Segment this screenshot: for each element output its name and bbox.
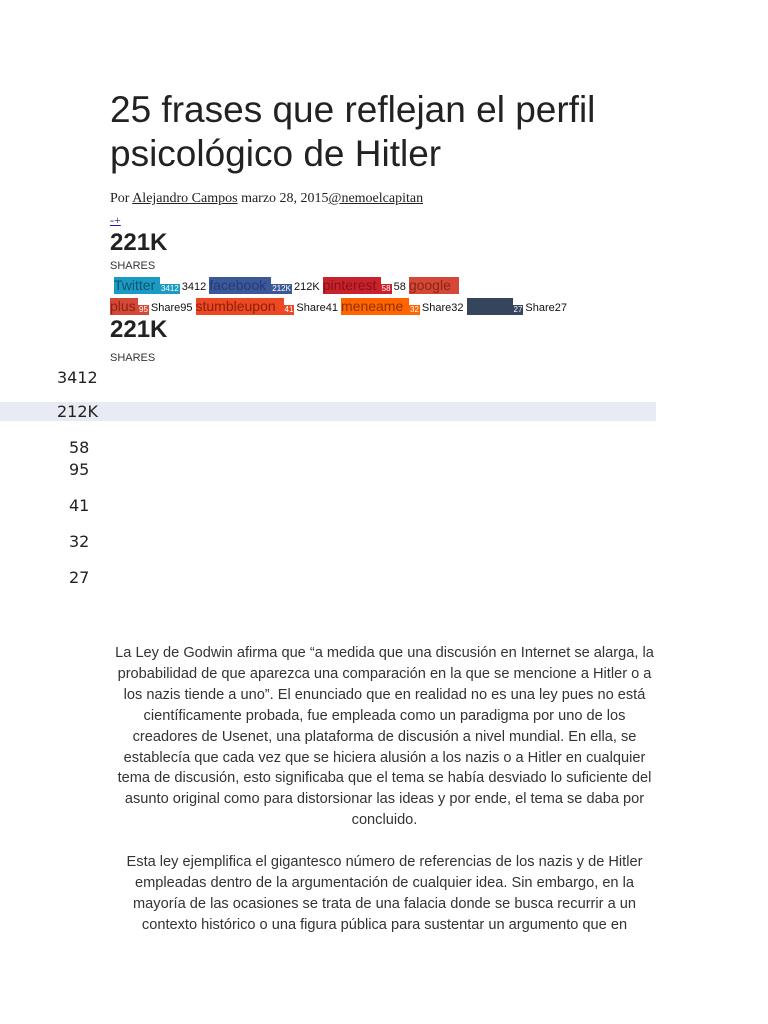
article-body	[112, 643, 657, 957]
count-facebook: 212K	[0, 402, 656, 421]
article-title: 25 frases que reflejan el perfil psicológico de Hitler	[110, 89, 596, 174]
publish-date: marzo 28, 2015	[237, 191, 329, 206]
share-bar-row-2	[110, 298, 570, 316]
total-shares-count-secondary: 221K	[110, 316, 168, 343]
twitter-share-button[interactable]	[114, 277, 160, 294]
pinterest-icon: pinterest	[322, 277, 377, 293]
tumblr-mini-count: 27	[513, 305, 523, 314]
facebook-mini-count: 212K	[272, 284, 291, 293]
author-link[interactable]: Alejandro Campos	[132, 191, 238, 206]
twitter-count: 3412	[181, 281, 207, 293]
stumbleupon-count: Share41	[296, 302, 338, 314]
meneame-count: Share32	[421, 302, 464, 314]
author-handle-link[interactable]: @nemoelcapitan	[328, 191, 424, 206]
paragraph: Esta ley ejemplifica el gigantesco número de referencias de los nazis y de Hitler empleadas dentro de la argumentación de cualquier idea. Sin embargo, en la mayoría de las ocasiones se trata de una falacia donde se busca recurrir a un contexto histórico o una figura pública para sustentar un argumento que en	[126, 854, 643, 933]
stumbleupon-share-button[interactable]	[196, 298, 284, 315]
meneame-icon: meneame	[341, 298, 404, 314]
facebook-count: 212K	[293, 281, 320, 293]
paragraph: La Ley de Godwin afirma que “a medida que una discusión en Internet se alarga, la probabilidad de que aparezca una comparación en la que se mencione a Hitler o a los nazis tiende a uno”. El enunciado que en realidad no es una ley pues no está científicamente probada, fue empleada como un paradigma por uno de los creadores de Usenet, una plataforma de discusión a nivel mundial. En ella, se establecía que cada vez que se hiciera alusión a los nazis o a Hitler en cualquier tema de discusión, esto significaba que el tema se había desviado lo suficiente del asunto original como para distorsionar las ideas y por ende, el tema se daba por concluido.	[115, 645, 654, 829]
facebook-share-button[interactable]	[209, 277, 271, 294]
total-shares-count: 221K	[110, 229, 168, 256]
byline	[110, 191, 423, 207]
tumblr-share-button[interactable]	[467, 298, 513, 315]
total-shares-label: SHARES	[110, 260, 156, 272]
googleplus-share-button[interactable]	[110, 298, 138, 315]
share-bar-row-1	[110, 277, 459, 295]
count-twitter: 3412	[57, 368, 98, 387]
meneame-share-button[interactable]	[341, 298, 409, 315]
count-tumblr: 27	[69, 568, 90, 587]
google-icon: google	[408, 277, 451, 293]
tumblr-count: Share27	[525, 302, 567, 314]
twitter-mini-count: 3412	[161, 284, 179, 293]
pinterest-mini-count: 58	[381, 284, 391, 293]
count-googleplus: 95	[69, 460, 90, 479]
share-toggle[interactable]: -+	[110, 213, 121, 227]
share-count-list	[0, 366, 656, 602]
pinterest-share-button[interactable]	[323, 277, 381, 294]
googleplus-count: Share95	[150, 302, 193, 314]
byline-prefix: Por	[110, 191, 133, 206]
count-meneame: 32	[69, 532, 90, 551]
stumbleupon-icon: stumbleupon	[195, 298, 276, 314]
googleplus-share-button-top[interactable]	[409, 277, 459, 294]
googleplus-mini-count: 95	[139, 305, 148, 314]
facebook-icon: facebook	[209, 277, 267, 293]
googleplus-icon: plus	[110, 298, 136, 314]
meneame-mini-count: 32	[410, 305, 419, 314]
count-stumbleupon: 41	[69, 496, 90, 515]
stumbleupon-mini-count: 41	[284, 305, 294, 314]
twitter-bird-icon: Twitter	[114, 277, 156, 293]
count-pinterest: 58	[69, 438, 90, 457]
pinterest-count: 58	[393, 281, 406, 293]
total-shares-label-secondary: SHARES	[110, 352, 156, 364]
